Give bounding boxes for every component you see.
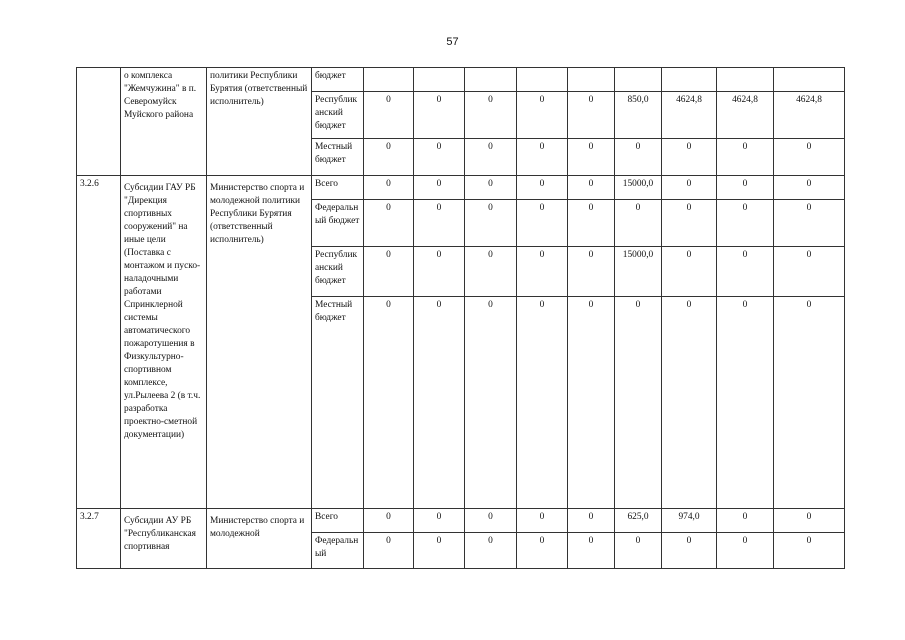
amount-cell: 0 <box>414 533 465 569</box>
amount-cell: 0 <box>364 509 414 533</box>
amount-cell: 0 <box>414 200 465 247</box>
amount-cell: 0 <box>662 533 717 569</box>
amount-cell: 0 <box>414 139 465 176</box>
amount-cell: 625,0 <box>615 509 662 533</box>
amount-cell: 0 <box>364 176 414 200</box>
amount-cell <box>414 68 465 92</box>
executor: Министерство спорта и молодежной <box>207 509 312 569</box>
amount-cell: 0 <box>774 247 845 297</box>
amount-cell: 0 <box>774 200 845 247</box>
amount-cell: 0 <box>774 139 845 176</box>
amount-cell: 0 <box>414 92 465 139</box>
amount-cell: 0 <box>414 297 465 509</box>
funding-source: Республиканский бюджет <box>312 247 364 297</box>
amount-cell: 0 <box>364 247 414 297</box>
amount-cell: 0 <box>568 297 615 509</box>
funding-source: Федеральный бюджет <box>312 200 364 247</box>
amount-cell: 0 <box>774 297 845 509</box>
executor: Министерство спорта и молодежной политики Республики Бурятия (ответственный исполнитель) <box>207 176 312 509</box>
amount-cell: 0 <box>364 533 414 569</box>
funding-source: Местный бюджет <box>312 139 364 176</box>
amount-cell: 15000,0 <box>615 176 662 200</box>
amount-cell: 850,0 <box>615 92 662 139</box>
amount-cell <box>364 68 414 92</box>
amount-cell: 0 <box>517 92 568 139</box>
amount-cell: 0 <box>774 533 845 569</box>
amount-cell: 0 <box>465 176 517 200</box>
amount-cell: 0 <box>364 92 414 139</box>
amount-cell: 0 <box>717 200 774 247</box>
funding-source: бюджет <box>312 68 364 92</box>
amount-cell: 0 <box>517 297 568 509</box>
funding-source: Всего <box>312 509 364 533</box>
row-code: 3.2.7 <box>77 509 121 569</box>
measure-name: о комплекса "Жемчужина" в п. Северомуйск Муйского района <box>121 68 207 176</box>
amount-cell <box>465 68 517 92</box>
amount-cell: 0 <box>774 509 845 533</box>
amount-cell: 0 <box>615 139 662 176</box>
amount-cell: 0 <box>662 139 717 176</box>
table-row <box>77 68 845 92</box>
measure-name: Субсидии ГАУ РБ "Дирекция спортивных сооружений" на иные цели (Поставка с монтажом и пуско-наладочными работами Спринклерной системы автоматического пожаротушения в Физкультурно-спортивном комплексе, ул.Рылеева 2 (в т.ч. разработка проектно-сметной документации) <box>121 176 207 509</box>
amount-cell: 0 <box>662 247 717 297</box>
amount-cell: 0 <box>414 247 465 297</box>
amount-cell <box>615 68 662 92</box>
amount-cell <box>568 68 615 92</box>
amount-cell: 0 <box>465 509 517 533</box>
amount-cell: 0 <box>517 247 568 297</box>
funding-source: Республиканский бюджет <box>312 92 364 139</box>
amount-cell: 0 <box>568 92 615 139</box>
amount-cell: 0 <box>465 92 517 139</box>
amount-cell: 0 <box>517 139 568 176</box>
amount-cell: 4624,8 <box>662 92 717 139</box>
amount-cell: 0 <box>364 139 414 176</box>
amount-cell: 974,0 <box>662 509 717 533</box>
row-code <box>77 68 121 176</box>
amount-cell <box>774 68 845 92</box>
amount-cell: 0 <box>414 509 465 533</box>
amount-cell: 0 <box>465 200 517 247</box>
amount-cell: 4624,8 <box>717 92 774 139</box>
amount-cell: 0 <box>364 297 414 509</box>
amount-cell: 0 <box>717 247 774 297</box>
amount-cell: 0 <box>662 200 717 247</box>
amount-cell: 0 <box>568 139 615 176</box>
amount-cell: 0 <box>465 247 517 297</box>
amount-cell: 0 <box>662 176 717 200</box>
amount-cell: 0 <box>568 200 615 247</box>
executor: политики Республики Бурятия (ответственный исполнитель) <box>207 68 312 176</box>
funding-source: Федеральный <box>312 533 364 569</box>
amount-cell: 0 <box>465 139 517 176</box>
funding-source: Всего <box>312 176 364 200</box>
amount-cell: 0 <box>568 533 615 569</box>
budget-table <box>76 67 845 569</box>
amount-cell: 0 <box>717 297 774 509</box>
table-row <box>77 176 845 200</box>
amount-cell: 0 <box>615 533 662 569</box>
amount-cell: 0 <box>517 176 568 200</box>
row-code: 3.2.6 <box>77 176 121 509</box>
amount-cell: 0 <box>568 247 615 297</box>
amount-cell: 0 <box>414 176 465 200</box>
amount-cell: 0 <box>717 509 774 533</box>
amount-cell: 0 <box>774 176 845 200</box>
amount-cell: 0 <box>517 509 568 533</box>
measure-name: Субсидии АУ РБ "Республиканская спортивная <box>121 509 207 569</box>
amount-cell: 0 <box>717 176 774 200</box>
amount-cell: 15000,0 <box>615 247 662 297</box>
amount-cell: 4624,8 <box>774 92 845 139</box>
amount-cell: 0 <box>717 139 774 176</box>
amount-cell <box>517 68 568 92</box>
amount-cell: 0 <box>568 509 615 533</box>
amount-cell: 0 <box>568 176 615 200</box>
amount-cell: 0 <box>364 200 414 247</box>
amount-cell: 0 <box>615 297 662 509</box>
amount-cell: 0 <box>517 200 568 247</box>
amount-cell: 0 <box>717 533 774 569</box>
amount-cell: 0 <box>465 297 517 509</box>
amount-cell: 0 <box>615 200 662 247</box>
amount-cell: 0 <box>662 297 717 509</box>
amount-cell: 0 <box>517 533 568 569</box>
funding-source: Местный бюджет <box>312 297 364 509</box>
amount-cell <box>662 68 717 92</box>
amount-cell <box>717 68 774 92</box>
table-row <box>77 509 845 533</box>
page-number: 57 <box>446 36 459 48</box>
amount-cell: 0 <box>465 533 517 569</box>
